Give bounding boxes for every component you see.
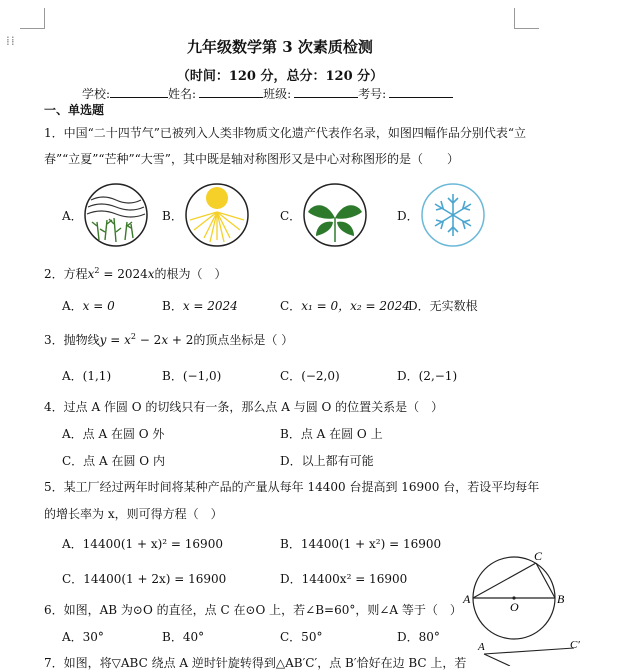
exam-title: 九年级数学第 3 次素质检测 bbox=[187, 38, 373, 56]
q3-option-b bbox=[162, 367, 221, 384]
q2-option-c-label: C． bbox=[280, 299, 302, 313]
section-title: 一、单选题 bbox=[44, 103, 105, 117]
q2-option-d: D．无实数根 bbox=[408, 299, 478, 313]
q5-stem-line1: 5．某工厂经过两年时间将某种产品的产量从每年 14400 台提高到 16900 台，若设平均每年 bbox=[44, 480, 540, 494]
q5-option-c-label: C． bbox=[62, 572, 84, 586]
field-name-label: 姓名: bbox=[168, 87, 197, 101]
q5-option-c-value: 14400(1 + 2x) = 16900 bbox=[83, 572, 227, 586]
q3-stem: 3．抛物线$y = x^2 - 2x + 2$的顶点坐标是（ ） bbox=[44, 332, 294, 347]
q6-stem: 6．如图，AB 为⊙O 的直径，点 C 在⊙O 上，若∠B=60°，则∠A 等于（ ） bbox=[44, 603, 462, 617]
q1-option-c-label: C． bbox=[280, 209, 302, 223]
q4-stem: 4．过点 A 作圆 O 的切线只有一条，那么点 A 与圆 O 的位置关系是（ ） bbox=[44, 400, 444, 414]
q5-option-d bbox=[280, 570, 407, 587]
q3-option-d-label: D． bbox=[397, 369, 419, 383]
q6-option-d: D．80° bbox=[397, 630, 440, 644]
label-c-prime: C′ bbox=[570, 639, 580, 651]
q3-stem-b: 的顶点坐标是（ ） bbox=[193, 333, 294, 347]
q5-option-d-value: 14400x² = 16900 bbox=[301, 572, 408, 586]
q2-option-b-value: x = 2024 bbox=[182, 299, 238, 313]
q4-option-b: B．点 A 在圆 O 上 bbox=[280, 427, 383, 441]
exam-subtitle: （时间：120 分，总分：120 分） bbox=[176, 69, 384, 84]
q3-option-c-label: C． bbox=[280, 369, 302, 383]
field-number-label: 考号: bbox=[358, 87, 387, 101]
q2-stem: 2．方程$x^2 = 2024x$的根为（ ） bbox=[44, 266, 227, 281]
field-school-label: 学校: bbox=[82, 87, 111, 101]
chord-cb bbox=[536, 563, 555, 598]
q4-option-d: D．以上都有可能 bbox=[280, 454, 374, 468]
q2-stem-b: 的根为（ ） bbox=[154, 267, 227, 281]
q6-option-c: C．50° bbox=[280, 630, 323, 644]
q5-option-a bbox=[62, 535, 223, 552]
sun-rising-icon bbox=[184, 182, 250, 248]
q2-option-c bbox=[280, 297, 410, 314]
leaves-icon bbox=[302, 182, 368, 248]
q2-option-a-value: x = 0 bbox=[82, 299, 115, 313]
q6-option-b: B．40° bbox=[162, 630, 205, 644]
q7-stem: 7．如图，将▽ABC 绕点 A 逆时针旋转得到△AB′C′，点 B′恰好在边 BC 上，若 bbox=[44, 656, 467, 670]
q2-option-b bbox=[162, 297, 238, 314]
q2-option-c-value: x₁ = 0，x₂ = 2024 bbox=[301, 299, 410, 313]
q2-stem-a: 2．方程 bbox=[44, 267, 88, 281]
q6-option-a: A．30° bbox=[62, 630, 104, 644]
info-fields bbox=[82, 85, 453, 102]
q5-option-b-label: B． bbox=[280, 537, 301, 551]
q5-option-d-label: D． bbox=[280, 572, 302, 586]
q3-option-d bbox=[397, 367, 457, 384]
q4-option-c: C．点 A 在圆 O 内 bbox=[62, 454, 165, 468]
crop-mark-top-right bbox=[514, 8, 539, 29]
q3-option-a-value: (1,1) bbox=[82, 369, 112, 383]
q1-stem-line2: 春”“立夏”“芒种”“大雪”，其中既是轴对称图形又是中心对称图形的是（ ） bbox=[44, 152, 459, 166]
q5-stem-line2: 的增长率为 x，则可得方程（ ） bbox=[44, 507, 223, 521]
snowflake-icon bbox=[420, 182, 486, 248]
wheat-sprouts-icon bbox=[83, 182, 149, 248]
label-b: B bbox=[557, 592, 565, 606]
q5-option-b-value: 14400(1 + x²) = 16900 bbox=[300, 537, 442, 551]
q3-option-c-value: (−2,0) bbox=[301, 369, 340, 383]
field-name-blank[interactable] bbox=[199, 86, 263, 98]
q2-option-a-label: A． bbox=[62, 299, 83, 313]
label-o: O bbox=[510, 600, 519, 614]
field-school-blank[interactable] bbox=[110, 86, 168, 98]
q3-option-a-label: A． bbox=[62, 369, 83, 383]
q3-option-c bbox=[280, 367, 340, 384]
q1-option-a-label: A． bbox=[62, 209, 83, 223]
label-a: A bbox=[463, 592, 471, 606]
q3-option-d-value: (2,−1) bbox=[418, 369, 458, 383]
q3-option-b-value: (−1,0) bbox=[182, 369, 222, 383]
segment-ac-prime bbox=[484, 648, 574, 654]
q7-triangle-figure bbox=[470, 638, 590, 666]
field-class-blank[interactable] bbox=[294, 86, 358, 98]
q4-option-a: A．点 A 在圆 O 外 bbox=[62, 427, 165, 441]
q1-option-d-label: D． bbox=[397, 209, 419, 223]
q6-circle-figure bbox=[460, 545, 570, 645]
q2-option-b-label: B． bbox=[162, 299, 183, 313]
drag-handle-icon[interactable]: ⁞⁞ bbox=[6, 34, 16, 48]
q3-option-a bbox=[62, 367, 111, 384]
segment-a-down bbox=[484, 654, 510, 666]
q3-option-b-label: B． bbox=[162, 369, 183, 383]
q2-option-a bbox=[62, 297, 115, 314]
label-c: C bbox=[534, 549, 543, 563]
label-a-q7: A bbox=[478, 641, 485, 653]
field-class-label: 班级: bbox=[263, 87, 292, 101]
chord-ac bbox=[473, 563, 536, 598]
q5-option-a-value: 14400(1 + x)² = 16900 bbox=[82, 537, 223, 551]
q5-option-a-label: A． bbox=[62, 537, 83, 551]
field-number-blank[interactable] bbox=[389, 86, 453, 98]
q1-option-b-label: B． bbox=[162, 209, 183, 223]
crop-mark-top-left bbox=[20, 8, 45, 29]
q5-option-b bbox=[280, 535, 441, 552]
q5-option-c bbox=[62, 570, 226, 587]
q1-stem-line1: 1．中国“二十四节气”已被列入人类非物质文化遗产代表作名录，如图四幅作品分别代表“立 bbox=[44, 126, 527, 140]
q3-stem-a: 3．抛物线 bbox=[44, 333, 100, 347]
